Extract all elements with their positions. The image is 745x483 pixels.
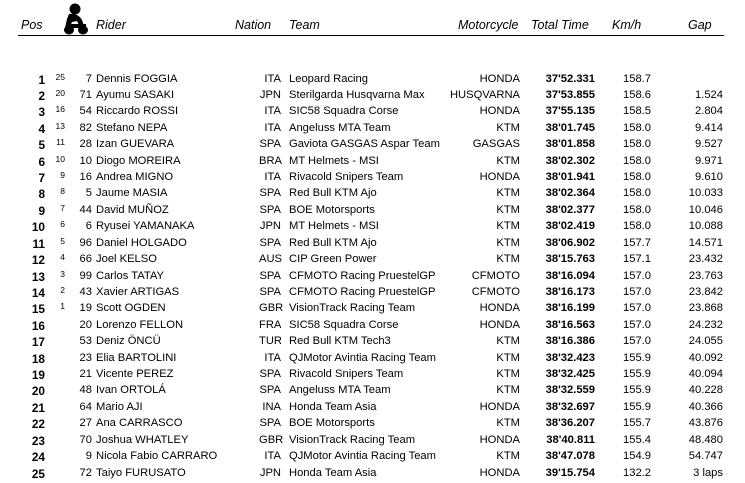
total-time: 38'47.078 (545, 450, 595, 463)
motorcycle: HONDA (479, 72, 520, 85)
total-time: 38'32.425 (545, 368, 595, 381)
points: 3 (60, 268, 65, 279)
table-row (0, 154, 745, 170)
points: 25 (55, 71, 65, 82)
motorcycle: KTM (496, 253, 520, 266)
total-time: 37'55.135 (545, 105, 595, 118)
motorcycle: HONDA (479, 466, 520, 479)
total-time: 38'01.858 (545, 138, 595, 151)
speed-kmh: 157.1 (623, 253, 651, 266)
motorcycle: KTM (496, 335, 520, 348)
speed-kmh: 157.0 (623, 269, 651, 282)
motorcycle: KTM (496, 450, 520, 463)
motorcycle: KTM (496, 368, 520, 381)
header-total-time: Total Time (531, 18, 589, 32)
table-row (0, 367, 745, 383)
total-time: 38'01.745 (545, 121, 595, 134)
team-name: Red Bull KTM Ajo (289, 236, 377, 249)
rider-name: David MUÑOZ (96, 203, 169, 216)
nation: FRA (259, 318, 282, 331)
points: 4 (60, 252, 65, 263)
team-name: Rivacold Snipers Team (289, 171, 404, 184)
table-row (0, 318, 745, 334)
header-motorcycle: Motorcycle (458, 18, 519, 32)
rider-number: 66 (79, 253, 92, 266)
table-row (0, 104, 745, 120)
header-nation: Nation (235, 18, 272, 32)
table-row (0, 334, 745, 350)
gap: 23.432 (688, 253, 723, 266)
speed-kmh: 158.0 (623, 154, 651, 167)
gap: 9.610 (695, 171, 723, 184)
total-time: 38'02.377 (545, 203, 595, 216)
speed-kmh: 132.2 (623, 466, 651, 479)
position: 25 (31, 466, 45, 481)
gap: 10.088 (688, 220, 723, 233)
rider-name: Jaume MASIA (96, 187, 168, 200)
nation: ITA (264, 171, 281, 184)
nation: GBR (259, 433, 284, 446)
rider-number: 23 (79, 351, 92, 364)
rider-number: 19 (79, 302, 92, 315)
position: 13 (31, 269, 45, 284)
gap: 43.876 (688, 417, 723, 430)
motorcycle: KTM (496, 384, 520, 397)
points: 13 (55, 120, 65, 131)
team-name: MT Helmets - MSI (289, 154, 379, 167)
table-row (0, 285, 745, 301)
gap: 54.747 (688, 450, 723, 463)
motorcycle: KTM (496, 154, 520, 167)
motorcycle: HONDA (479, 433, 520, 446)
total-time: 38'16.173 (545, 285, 595, 298)
speed-kmh: 157.0 (623, 335, 651, 348)
nation: JPN (259, 88, 281, 101)
position: 3 (38, 105, 45, 120)
nation: JPN (259, 220, 281, 233)
speed-kmh: 155.9 (623, 368, 651, 381)
gap: 23.763 (688, 269, 723, 282)
table-row (0, 203, 745, 219)
rider-number: 96 (79, 236, 92, 249)
total-time: 38'06.902 (545, 236, 595, 249)
team-name: Gaviota GASGAS Aspar Team (289, 138, 440, 151)
position: 15 (31, 302, 45, 317)
position: 6 (38, 154, 45, 169)
position: 21 (31, 400, 45, 415)
team-name: Sterilgarda Husqvarna Max (289, 88, 425, 101)
rider-name: Andrea MIGNO (96, 171, 174, 184)
table-row (0, 88, 745, 104)
speed-kmh: 158.0 (623, 187, 651, 200)
results-header (0, 0, 745, 36)
rider-number: 28 (79, 138, 92, 151)
nation: ITA (264, 105, 281, 118)
rider-number: 54 (79, 105, 92, 118)
total-time: 37'53.855 (545, 88, 595, 101)
table-row (0, 383, 745, 399)
rider-name: Elia BARTOLINI (96, 351, 177, 364)
motorcycle: HONDA (479, 302, 520, 315)
position: 16 (31, 318, 45, 333)
gap: 10.033 (688, 187, 723, 200)
speed-kmh: 158.0 (623, 171, 651, 184)
position: 20 (31, 384, 45, 399)
rider-number: 7 (85, 72, 92, 85)
speed-kmh: 155.9 (623, 384, 651, 397)
team-name: CIP Green Power (289, 253, 377, 266)
gap: 40.366 (688, 400, 723, 413)
rider-number: 5 (85, 187, 92, 200)
total-time: 38'02.419 (545, 220, 595, 233)
team-name: SIC58 Squadra Corse (289, 318, 399, 331)
rider-name: Nicola Fabio CARRARO (96, 450, 218, 463)
rider-name: Xavier ARTIGAS (96, 285, 180, 298)
motorcycle: KTM (496, 236, 520, 249)
table-row (0, 466, 745, 482)
speed-kmh: 157.0 (623, 318, 651, 331)
nation: BRA (259, 154, 283, 167)
points: 20 (55, 87, 65, 98)
speed-kmh: 158.0 (623, 138, 651, 151)
rider-name: Diogo MOREIRA (96, 154, 181, 167)
table-row (0, 400, 745, 416)
rider-name: Ana CARRASCO (96, 417, 183, 430)
rider-name: Daniel HOLGADO (96, 236, 187, 249)
header-divider (18, 35, 724, 36)
rider-name: Ryusei YAMANAKA (96, 220, 195, 233)
total-time: 38'02.364 (545, 187, 595, 200)
total-time: 38'16.386 (545, 335, 595, 348)
gap: 24.232 (688, 318, 723, 331)
gap: 9.971 (695, 154, 723, 167)
rider-number: 21 (79, 368, 92, 381)
position: 5 (38, 138, 45, 153)
header-kmh: Km/h (612, 18, 642, 32)
nation: AUS (259, 253, 283, 266)
gap: 23.868 (688, 302, 723, 315)
speed-kmh: 154.9 (623, 450, 651, 463)
rider-name: Joshua WHATLEY (96, 433, 189, 446)
position: 14 (31, 285, 45, 300)
nation: SPA (259, 236, 281, 249)
motorcycle: CFMOTO (471, 269, 520, 282)
table-row (0, 301, 745, 317)
header-rider: Rider (96, 18, 126, 32)
motorcycle: CFMOTO (471, 285, 520, 298)
total-time: 38'16.094 (545, 269, 595, 282)
nation: JPN (259, 466, 281, 479)
gap: 24.055 (688, 335, 723, 348)
rider-number: 70 (79, 433, 92, 446)
speed-kmh: 157.7 (623, 236, 651, 249)
gap: 40.092 (688, 351, 723, 364)
rider-name: Mario AJI (96, 400, 143, 413)
position: 9 (38, 203, 45, 218)
gap: 2.804 (695, 105, 723, 118)
total-time: 38'16.563 (545, 318, 595, 331)
nation: SPA (259, 138, 281, 151)
rider-number: 48 (79, 384, 92, 397)
total-time: 38'36.207 (545, 417, 595, 430)
rider-number: 99 (79, 269, 92, 282)
points: 16 (55, 104, 65, 115)
nation: ITA (264, 121, 281, 134)
total-time: 37'52.331 (545, 72, 595, 85)
gap: 40.228 (688, 384, 723, 397)
position: 23 (31, 433, 45, 448)
motorcycle: HONDA (479, 171, 520, 184)
gap: 9.414 (695, 121, 723, 134)
total-time: 38'02.302 (545, 154, 595, 167)
rider-name: Taiyo FURUSATO (96, 466, 186, 479)
table-row (0, 236, 745, 252)
team-name: QJMotor Avintia Racing Team (289, 450, 436, 463)
position: 2 (38, 88, 45, 103)
rider-number: 20 (79, 318, 92, 331)
nation: SPA (259, 203, 281, 216)
team-name: CFMOTO Racing PruestelGP (289, 285, 436, 298)
team-name: QJMotor Avintia Racing Team (289, 351, 436, 364)
rider-name: Scott OGDEN (96, 302, 166, 315)
nation: SPA (259, 417, 281, 430)
position: 11 (32, 236, 45, 251)
nation: SPA (259, 269, 281, 282)
points: 2 (60, 284, 65, 295)
position: 4 (38, 121, 45, 136)
points: 8 (60, 186, 65, 197)
team-name: VisionTrack Racing Team (289, 302, 416, 315)
team-name: BOE Motorsports (289, 203, 375, 216)
total-time: 38'16.199 (545, 302, 595, 315)
rider-number: 27 (79, 417, 92, 430)
motorcycle: KTM (496, 351, 520, 364)
motorcycle: HUSQVARNA (449, 88, 520, 101)
nation: SPA (259, 285, 281, 298)
team-name: BOE Motorsports (289, 417, 375, 430)
table-row (0, 351, 745, 367)
points: 1 (60, 301, 65, 312)
position: 10 (31, 220, 45, 235)
rider-number: 71 (79, 88, 92, 101)
nation: ITA (264, 351, 281, 364)
total-time: 38'32.423 (545, 351, 595, 364)
motorcycle: HONDA (479, 105, 520, 118)
rider-number: 44 (79, 203, 92, 216)
rider-name: Ivan ORTOLÁ (96, 384, 166, 397)
rider-name: Vicente PEREZ (96, 368, 174, 381)
points: 5 (60, 235, 65, 246)
position: 17 (31, 335, 45, 350)
team-name: Red Bull KTM Tech3 (289, 335, 391, 348)
team-name: MT Helmets - MSI (289, 220, 379, 233)
gap: 3 laps (693, 466, 723, 479)
table-row (0, 72, 745, 88)
team-name: SIC58 Squadra Corse (289, 105, 399, 118)
position: 12 (31, 253, 45, 268)
rider-number: 43 (79, 285, 92, 298)
speed-kmh: 155.4 (623, 433, 651, 446)
points: 10 (55, 153, 65, 164)
team-name: Angeluss MTA Team (289, 384, 391, 397)
header-gap: Gap (688, 18, 712, 32)
points: 9 (60, 170, 65, 181)
speed-kmh: 155.9 (623, 351, 651, 364)
speed-kmh: 158.0 (623, 121, 651, 134)
rider-name: Dennis FOGGIA (96, 72, 178, 85)
total-time: 38'40.811 (546, 433, 595, 446)
speed-kmh: 158.6 (623, 88, 651, 101)
rider-name: Carlos TATAY (96, 269, 164, 282)
position: 19 (31, 368, 45, 383)
motorcycle: HONDA (479, 318, 520, 331)
table-row (0, 269, 745, 285)
speed-kmh: 157.0 (623, 285, 651, 298)
team-name: Leopard Racing (289, 72, 368, 85)
rider-name: Deniz ÖNCÜ (96, 335, 161, 348)
total-time: 38'01.941 (545, 171, 595, 184)
table-row (0, 416, 745, 432)
header-pos: Pos (21, 18, 43, 32)
position: 7 (38, 171, 45, 186)
team-name: Angeluss MTA Team (289, 121, 391, 134)
position: 22 (31, 417, 45, 432)
motorcycle: HONDA (479, 400, 520, 413)
position: 1 (38, 72, 45, 87)
table-row (0, 252, 745, 268)
header-team: Team (289, 18, 320, 32)
gap: 9.527 (695, 138, 723, 151)
rider-number: 6 (85, 220, 92, 233)
table-row (0, 186, 745, 202)
motorcycle: KTM (496, 417, 520, 430)
gap: 14.571 (688, 236, 723, 249)
table-row (0, 433, 745, 449)
motorcycle-rider-icon (60, 2, 90, 36)
position: 18 (31, 351, 45, 366)
speed-kmh: 158.7 (623, 72, 651, 85)
total-time: 38'32.559 (545, 384, 595, 397)
rider-name: Izan GUEVARA (96, 138, 175, 151)
total-time: 38'15.763 (545, 253, 595, 266)
gap: 23.842 (688, 285, 723, 298)
rider-number: 72 (79, 466, 92, 479)
table-row (0, 137, 745, 153)
motorcycle: KTM (496, 203, 520, 216)
team-name: CFMOTO Racing PruestelGP (289, 269, 436, 282)
speed-kmh: 158.5 (623, 105, 651, 118)
speed-kmh: 157.0 (623, 302, 651, 315)
rider-number: 64 (79, 400, 92, 413)
rider-name: Stefano NEPA (96, 121, 168, 134)
nation: SPA (259, 368, 281, 381)
team-name: Red Bull KTM Ajo (289, 187, 377, 200)
rider-name: Riccardo ROSSI (96, 105, 179, 118)
motorcycle: KTM (496, 220, 520, 233)
points: 7 (60, 202, 65, 213)
position: 8 (38, 187, 45, 202)
motorcycle: KTM (496, 187, 520, 200)
gap: 40.094 (688, 368, 723, 381)
speed-kmh: 155.9 (623, 400, 651, 413)
rider-name: Ayumu SASAKI (96, 88, 175, 101)
rider-name: Joel KELSO (96, 253, 157, 266)
team-name: Honda Team Asia (289, 400, 377, 413)
rider-number: 10 (79, 154, 92, 167)
table-row (0, 219, 745, 235)
points: 6 (60, 219, 65, 230)
points: 11 (56, 137, 65, 148)
rider-name: Lorenzo FELLON (96, 318, 184, 331)
nation: ITA (264, 72, 281, 85)
table-row (0, 121, 745, 137)
speed-kmh: 158.0 (623, 220, 651, 233)
table-row (0, 170, 745, 186)
rider-number: 82 (79, 121, 92, 134)
gap: 48.480 (688, 433, 723, 446)
gap: 1.524 (695, 88, 723, 101)
speed-kmh: 155.7 (623, 417, 651, 430)
table-row (0, 449, 745, 465)
rider-number: 9 (85, 450, 92, 463)
total-time: 39'15.754 (545, 466, 595, 479)
motorcycle: GASGAS (472, 138, 520, 151)
rider-number: 53 (79, 335, 92, 348)
nation: INA (262, 400, 281, 413)
team-name: Rivacold Snipers Team (289, 368, 404, 381)
nation: ITA (264, 450, 281, 463)
speed-kmh: 158.0 (623, 203, 651, 216)
team-name: Honda Team Asia (289, 466, 377, 479)
position: 24 (31, 450, 45, 465)
motorcycle: KTM (496, 121, 520, 134)
nation: SPA (259, 187, 281, 200)
total-time: 38'32.697 (545, 400, 595, 413)
nation: GBR (259, 302, 284, 315)
nation: SPA (259, 384, 281, 397)
team-name: VisionTrack Racing Team (289, 433, 416, 446)
gap: 10.046 (688, 203, 723, 216)
rider-number: 16 (79, 171, 92, 184)
nation: TUR (259, 335, 282, 348)
